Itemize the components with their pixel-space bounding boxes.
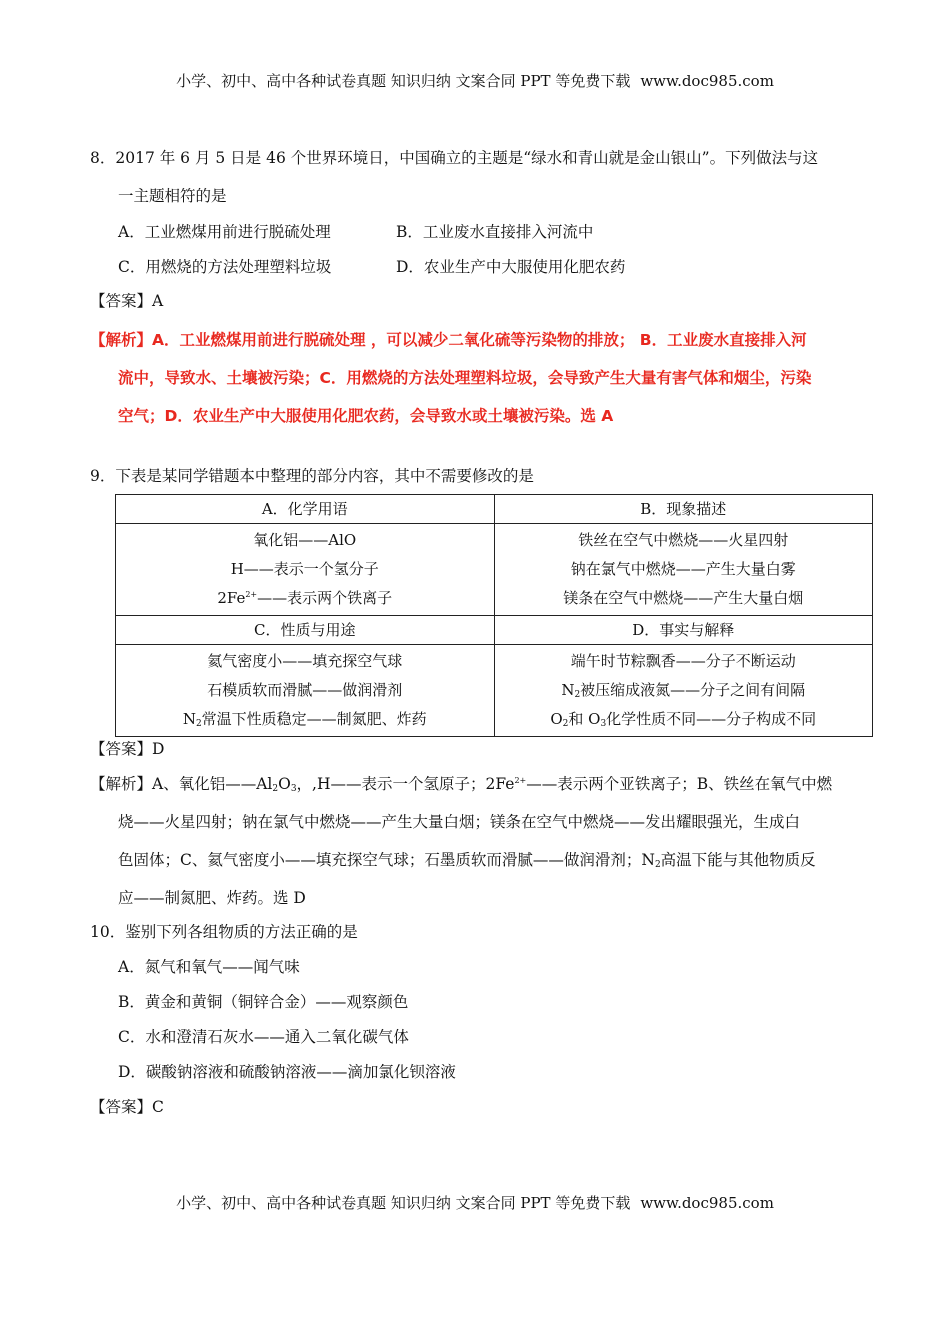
table-d-line3: $O_2$和 $O_3$化学性质不同——分子构成不同 (550, 710, 817, 729)
q8-option-d: D．农业生产中大服使用化肥农药 (396, 258, 626, 276)
table-a-line1: 氧化铝——AlO (253, 531, 357, 549)
q8-analysis-line2: 流中，导致水、土壤被污染；C．用燃烧的方法处理塑料垃圾，会导致产生大量有害气体和烟尘，污染 (118, 369, 812, 387)
footer-text: 小学、初中、高中各种试卷真题 知识归纳 文案合同 PPT 等免费下载 (176, 1194, 631, 1212)
table-a-line2: H——表示一个氢分子 (230, 560, 379, 578)
table-c-line1: 氦气密度小——填充探空气球 (207, 652, 403, 670)
q8-option-a: A．工业燃煤用前进行脱硫处理 (118, 223, 331, 241)
table-cell-a (116, 524, 495, 616)
q8-answer: 【答案】A (90, 292, 164, 310)
table-cell-d (494, 645, 873, 737)
q8-option-c: C．用燃烧的方法处理塑料垃圾 (118, 258, 332, 276)
table-a-line3: $2Fe^{2+}——$表示两个铁离子 (217, 589, 393, 607)
q9-answer: 【答案】D (90, 740, 165, 758)
q8-option-b: B．工业废水直接排入河流中 (396, 223, 594, 241)
q9-analysis-line2: 烧——火星四射；钠在氯气中燃烧——产生大量白烟；镁条在空气中燃烧——发出耀眼强光，生成白 (118, 813, 801, 831)
table-head-b: B．现象描述 (494, 495, 873, 524)
page-header (0, 70, 950, 91)
table-d-line1: 端午时节粽飘香——分子不断运动 (570, 652, 796, 670)
q9-stem: 9．下表是某同学错题本中整理的部分内容，其中不需要修改的是 (90, 467, 534, 485)
table-c-line3: $N_2$常温下性质稳定——制氮肥、炸药 (182, 710, 427, 729)
header-site: www.doc985.com (640, 72, 774, 90)
q9-analysis-line1: 【解析】A、氧化铝$——Al_2O_3$，,H——表示一个氢原子；$2Fe^{2+}——$表示两个亚铁离子；B、铁丝在氧气中燃 (90, 775, 833, 794)
footer-site: www.doc985.com (640, 1194, 774, 1212)
q8-analysis-line3: 空气；D．农业生产中大服使用化肥农药，会导致水或土壤被污染。选 A (118, 407, 614, 425)
q8-analysis-line1: 【解析】A．工业燃煤用前进行脱硫处理 ，可以减少二氧化硫等污染物的排放； B．工业废水直接排入河 (90, 331, 807, 349)
table-d-line2: $N_2$被压缩成液氮——分子之间有间隔 (561, 681, 806, 700)
q9-analysis-line3: 色固体；C、氦气密度小——填充探空气球；石墨质软而滑腻——做润滑剂；$N_2$高温下能与其他物质反 (118, 851, 816, 870)
table-b-line3: 镁条在空气中燃烧——产生大量白烟 (563, 589, 804, 607)
table-head-a: A．化学用语 (116, 495, 495, 524)
header-text: 小学、初中、高中各种试卷真题 知识归纳 文案合同 PPT 等免费下载 (176, 72, 631, 90)
q10-answer: 【答案】C (90, 1098, 164, 1116)
q8-stem-line2: 一主题相符的是 (118, 187, 227, 205)
q9-table (115, 494, 873, 737)
table-cell-b (494, 524, 873, 616)
q10-option-c: C．水和澄清石灰水——通入二氧化碳气体 (118, 1028, 409, 1046)
table-b-line2: 钠在氯气中燃烧——产生大量白雾 (570, 560, 796, 578)
table-b-line1: 铁丝在空气中燃烧——火星四射 (578, 531, 789, 549)
page-footer (0, 1192, 950, 1213)
q10-option-d: D．碳酸钠溶液和硫酸钠溶液——滴加氯化钡溶液 (118, 1063, 456, 1081)
q10-option-b: B．黄金和黄铜（铜锌合金）——观察颜色 (118, 993, 409, 1011)
q8-stem-line1: 8．2017 年 6 月 5 日是 46 个世界环境日，中国确立的主题是“绿水和青山就是金山银山”。下列做法与这 (90, 149, 819, 167)
q9-analysis-line4: 应——制氮肥、炸药。选 D (118, 889, 306, 907)
q10-stem: 10．鉴别下列各组物质的方法正确的是 (90, 923, 358, 941)
table-head-c: C．性质与用途 (116, 616, 495, 645)
table-cell-c (116, 645, 495, 737)
table-c-line2: 石模质软而滑腻——做润滑剂 (207, 681, 403, 699)
table-head-d: D．事实与解释 (494, 616, 873, 645)
q10-option-a: A．氮气和氧气——闻气味 (118, 958, 300, 976)
